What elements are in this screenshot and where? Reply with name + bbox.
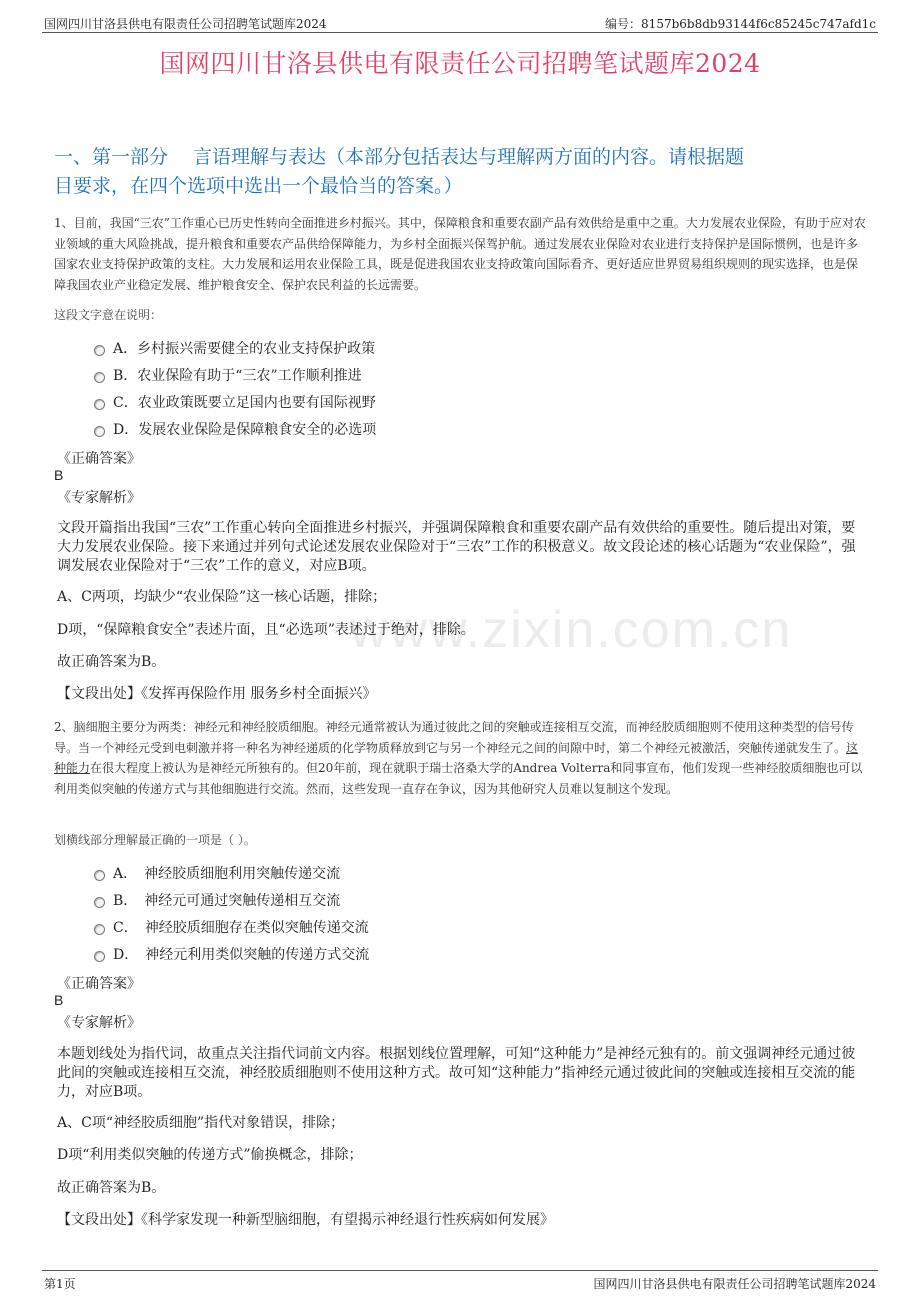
question-1-text: 1、目前，我国“三农”工作重心已历史性转向全面推进乡村振兴。其中，保障粮食和重要农副产品有效供给是重中之重。大力发展农业保险，有助于应对农业领域的重大风险挑战，提升粮食和重要农产品供给保障能力，为乡村全面振兴保驾护航。通过发展农业保险对农业进行支持保护是国际惯例，也是许多国家农业支持保护政策的支柱。大力发展和运用农业保险工具，既是促进我国农业支持政策向国际看齐、更好适应世界贸易组织规则的现实选择，也是保障我国农业产业稳定发展、维护粮食安全、保护农民利益的长远需要。 [54,216,866,292]
question-1-option-d[interactable]: D．发展农业保险是保障粮食安全的必选项 [94,415,376,442]
question-1-analysis-line: D项，“保障粮食安全”表述片面，且“必选项”表述过于绝对，排除。 [57,622,475,638]
page-header [42,12,878,33]
question-2-analysis-paragraph: 本题划线处为指代词，故重点关注指代词前文内容。根据划线位置理解，可知“这种能力”是神经元独有的。前文强调神经元通过彼此间的突触或连接相互交流，神经胶质细胞则不使用这种方式。故可知“这种能力”指神经元通过彼此间的突触或连接相互交流的能力，对应B项。 [57,1046,856,1100]
section-title [54,143,864,201]
header-doc-number: 编号：8157b6b8db93144f6c85245c747afd1c [605,17,876,31]
radio-icon[interactable] [94,426,105,437]
page-number: 第1页 [44,1277,76,1291]
question-1-analysis-label: 《专家解析》 [57,490,141,506]
question-1-prompt: 这段文字意在说明： [54,308,163,322]
question-1-analysis-line: A、C两项，均缺少“农业保险”这一核心话题，排除； [57,589,387,605]
question-1-option-c[interactable]: C．农业政策既要立足国内也要有国际视野 [94,388,376,415]
question-2-analysis-line: D项“利用类似突触的传递方式”偷换概念，排除； [57,1147,363,1163]
question-1-analysis-paragraph: 文段开篇指出我国“三农”工作重心转向全面推进乡村振兴，并强调保障粮食和重要农副产品有效供给的重要性。随后提出对策，要大力发展农业保险。接下来通过并列句式论述发展农业保险对于“三农”工作的积极意义。故文段论述的核心话题为“农业保险”，强调发展农业保险对于“三农”工作的意义，对应B项。 [57,520,856,574]
question-1-answer: B [54,467,64,483]
radio-icon[interactable] [94,870,105,881]
radio-icon[interactable] [94,345,105,356]
question-1-options [94,334,376,442]
radio-icon[interactable] [94,399,105,410]
question-2-analysis-line: A、C项“神经胶质细胞”指代对象错误，排除； [57,1115,345,1131]
question-2-option-d[interactable]: D． 神经元利用类似突触的传递方式交流 [94,940,369,967]
section-title-line-2: 目要求，在四个选项中选出一个最恰当的答案。） [54,175,463,197]
page-title: 国网四川甘洛县供电有限责任公司招聘笔试题库2024 [159,49,761,78]
question-2-option-c[interactable]: C． 神经胶质细胞存在类似突触传递交流 [94,913,369,940]
question-1-conclusion: 故正确答案为B。 [57,654,166,670]
question-2-conclusion: 故正确答案为B。 [57,1180,166,1196]
radio-icon[interactable] [94,924,105,935]
question-1-source: 【文段出处】《发挥再保险作用 服务乡村全面振兴》 [57,686,377,702]
question-2-prompt: 划横线部分理解最正确的一项是（ ）。 [54,833,256,847]
question-2-analysis-label: 《专家解析》 [57,1015,141,1031]
underlined-phrase: 这种能力 [54,740,859,775]
question-2-option-a[interactable]: A． 神经胶质细胞利用突触传递交流 [94,859,369,886]
radio-icon[interactable] [94,951,105,962]
radio-icon[interactable] [94,897,105,908]
watermark: www.zixin.com.cn [350,601,793,659]
question-2-options [94,859,369,967]
section-title-line-1: 一、第一部分 言语理解与表达（本部分包括表达与理解两方面的内容。请根据题 [54,146,745,168]
footer-doc-title: 国网四川甘洛县供电有限责任公司招聘笔试题库2024 [593,1277,876,1291]
page-footer [42,1270,878,1293]
question-2-source: 【文段出处】《科学家发现一种新型脑细胞，有望揭示神经退行性疾病如何发展》 [57,1212,554,1228]
question-1-option-a[interactable]: A．乡村振兴需要健全的农业支持保护政策 [94,334,376,361]
question-1-option-b[interactable]: B．农业保险有助于“三农”工作顺利推进 [94,361,376,388]
header-doc-title: 国网四川甘洛县供电有限责任公司招聘笔试题库2024 [44,17,327,31]
question-2-answer-label: 《正确答案》 [57,976,141,992]
radio-icon[interactable] [94,372,105,383]
question-1-answer-label: 《正确答案》 [57,451,141,467]
question-2-text: 2、脑细胞主要分为两类：神经元和神经胶质细胞。神经元通常被认为通过彼此之间的突触或连接相互交流，而神经胶质细胞则不使用这种类型的信号传导。当一个神经元受到电刺激并将一种名为神经递质的化学物质释放到它与另一个神经元之间的间隙中时，第二个神经元被激活，突触传递就发生了。这种能力在很大程度上被认为是神经元所独有的。但20年前，现在就职于瑞士洛桑大学的Andrea Volterra和同事宣布，他们发现一些神经胶质细胞也可以利用类似突触的传递方式与其他细胞进行交流。然而，这些发现一直存在争议，因为其他研究人员难以复制这个发现。 [54,720,863,796]
question-2-option-b[interactable]: B． 神经元可通过突触传递相互交流 [94,886,369,913]
question-2-answer: B [54,992,64,1008]
